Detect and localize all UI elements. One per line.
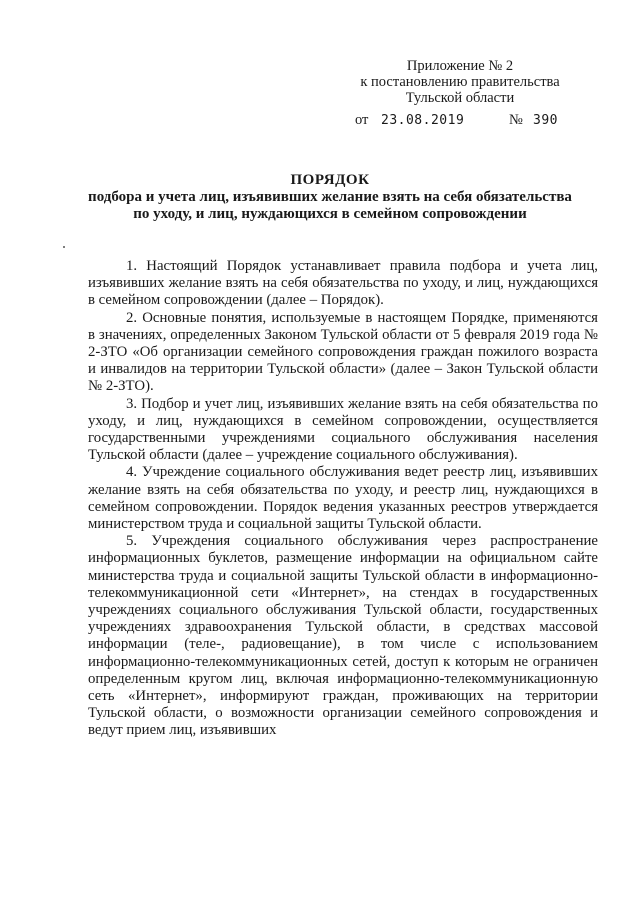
scan-artifact-dot — [63, 246, 65, 248]
document-body — [88, 258, 598, 740]
appendix-decree-reference: к постановлению правительства — [360, 74, 560, 90]
paragraph-1: 1. Настоящий Порядок устанавливает правила подбора и учета лиц, изъявивших желание взять на себя обязательства по уходу, и лиц, нуждающихся в семейном сопровождении (далее – Порядок). — [88, 258, 598, 309]
appendix-title: Приложение № 2 — [406, 58, 514, 74]
document-subtitle-line-1: подбора и учета лиц, изъявивших желание взять на себя обязательства — [88, 189, 572, 205]
appendix-header — [340, 58, 580, 106]
document-title: ПОРЯДОК — [290, 172, 370, 188]
paragraph-5: 5. Учреждения социального обслуживания через распространение информационных буклетов, размещение информации на официальном сайте министерства труда и социальной защиты Тульской области в информационно-телекоммуникационной сети «Интернет», на стендах в государственных учреждениях социального обслуживания Тульской области, государственных учреждениях здравоохранения Тульской области, в средствах массовой информации (теле-, радиовещание), в том числе с использованием информационно-телекоммуникационных сетей, доступ к которым не ограничен определенным кругом лиц, включая информационно-телекоммуникационную сеть «Интернет», информируют граждан, проживающих на территории Тульской области, о возможности организации семейного сопровождения и ведут прием лиц, изъявивших — [88, 533, 598, 739]
paragraph-2: 2. Основные понятия, используемые в настоящем Порядке, применяются в значениях, определенных Законом Тульской области от 5 февраля 2019 года № 2-ЗТО «Об организации семейного сопровождения граждан пожилого возраста и инвалидов на территории Тульской области» (далее – Закон Тульской области № 2-ЗТО). — [88, 309, 598, 395]
paragraph-4: 4. Учреждение социального обслуживания ведет реестр лиц, изъявивших желание взять на себя обязательства по уходу, и реестр лиц, нуждающихся в семейном сопровождении. Порядок ведения указанных реестров утверждается министерством труда и социальной защиты Тульской области. — [88, 464, 598, 533]
date-label: от — [355, 112, 369, 128]
paragraph-3: 3. Подбор и учет лиц, изъявивших желание взять на себя обязательства по уходу, и лиц, нуждающихся в семейном сопровождении, осуществляется государственными учреждениями социального обслуживания населения Тульской области (далее – учреждение социального обслуживания). — [88, 395, 598, 464]
appendix-date-number-line — [355, 112, 558, 129]
decree-number: 390 — [533, 113, 558, 128]
document-subtitle-line-2: по уходу, и лиц, нуждающихся в семейном сопровождении — [133, 206, 527, 222]
appendix-region: Тульской области — [405, 90, 515, 106]
number-label: № — [509, 112, 523, 128]
decree-date: 23.08.2019 — [381, 113, 465, 128]
